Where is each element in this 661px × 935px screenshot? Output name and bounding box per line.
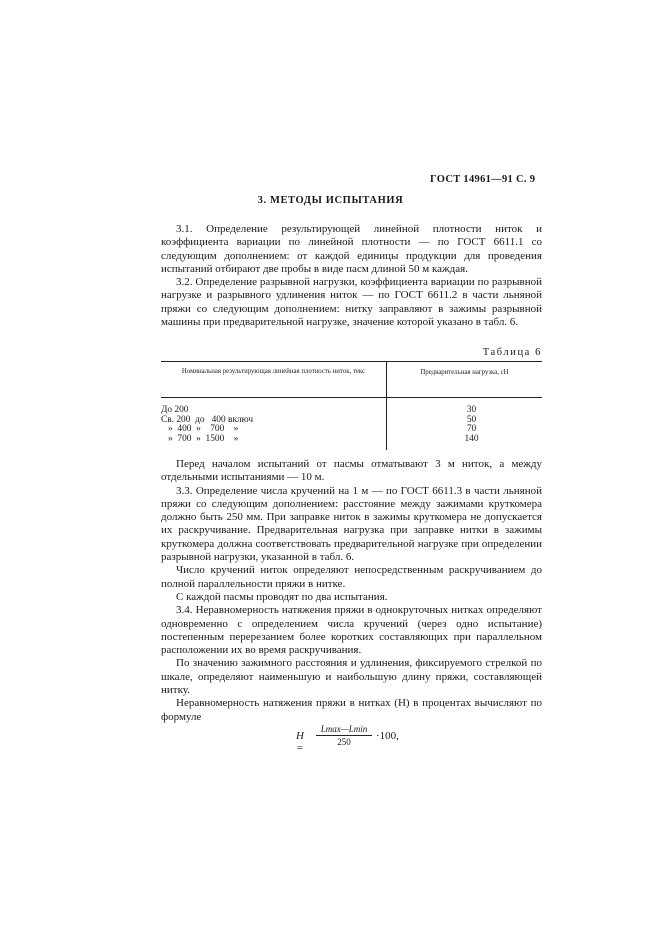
formula-lhs: Н = [296, 730, 304, 754]
paragraph-3-3: 3.3. Определение числа кручений на 1 м — по ГОСТ 6611.3 в части льняной пряжи со следующим дополнением: расстояние между зажимами круткомера должно быть 250 мм. При заправке ниток в зажимы круткомера не допускается их раскручивание. Предварительная нагрузка при заправке нитки в зажимы круткомера должна соответствовать предварительной нагрузке при определении разрывной нагрузки, указанной в табл. 6. [161, 484, 542, 564]
table-cell-density: » 400 » 700 » [161, 424, 239, 435]
table-header-row [161, 362, 542, 398]
table-body [161, 398, 542, 450]
text-block-top [161, 223, 542, 329]
table-cell-load: 140 [464, 433, 479, 444]
paragraph-unwinding: Перед началом испытаний от пасмы отматывают 3 м ниток, а между отдельными испытаниями — 10 м. [161, 458, 542, 484]
paragraph-3-2: 3.2. Определение разрывной нагрузки, коэффициента вариации по разрывной нагрузке и разрывного удлинения ниток — по ГОСТ 6611.2 в части льняной пряжи со следующим дополнением: нитку заправляют в зажимы разрывной машины при предварительной нагрузке, значение которой указано в табл. 6. [161, 276, 542, 329]
paragraph-twist-count: Число кручений ниток определяют непосредственным раскручиванием до полной параллельности пряжи в нитке. [161, 564, 542, 590]
table-cell-density: » 700 » 1500 » [161, 433, 239, 444]
formula-denominator: 250 [337, 737, 351, 747]
table-cell-load: 50 [466, 414, 477, 425]
paragraph-3-4: 3.4. Неравномерность натяжения пряжи в однокруточных нитках определяют одновременно с определением числа кручений (через одно испытание) постепенным перерезанием более коротких составляющих при параллельном расположении их во время раскручивания. [161, 604, 542, 657]
table-6 [161, 361, 542, 450]
text-block-bottom [161, 458, 542, 724]
table-caption: Таблица 6 [482, 347, 542, 358]
table-cell-density: Св. 200 до 400 включ [161, 414, 254, 425]
table-cell-load: 30 [466, 405, 477, 415]
paragraph-3-1: 3.1. Определение результирующей линейной плотности ниток и коэффициента вариации по линейной плотности — по ГОСТ 6611.1 со следующим дополнением: от каждой единицы продукции для проведения испытаний отбирают две пробы в виде пасм длиной 50 м каждая. [161, 223, 542, 275]
table-header-load: Предварительная нагрузка, сН [420, 369, 509, 376]
table-cell-load: 70 [466, 424, 477, 435]
formula-fraction [316, 724, 372, 747]
page-header-standard-ref: ГОСТ 14961—91 С. 9 [430, 174, 536, 185]
paragraph-length: По значению зажимного расстояния и удлинения, фиксируемого стрелкой по шкале, определяют наименьшую и наибольшую длину пряжи, составляющей нитку. [161, 657, 542, 697]
table-column-load [387, 398, 542, 450]
table-column-density [161, 398, 387, 450]
paragraph-formula-intro: Неравномерность натяжения пряжи в нитках (Н) в процентах вычисляют по формуле [161, 697, 542, 723]
formula-numerator: Lmax—Lmin [316, 724, 372, 736]
section-title: 3. МЕТОДЫ ИСПЫТАНИЯ [257, 195, 404, 206]
formula-rhs: ·100, [376, 730, 399, 742]
paragraph-two-tests: С каждой пасмы проводят по два испытания. [176, 590, 388, 603]
table-cell-density: До 200 [161, 405, 189, 415]
table-header-density: Номинальная результирующая линейная плотность ниток, текс [161, 362, 387, 397]
